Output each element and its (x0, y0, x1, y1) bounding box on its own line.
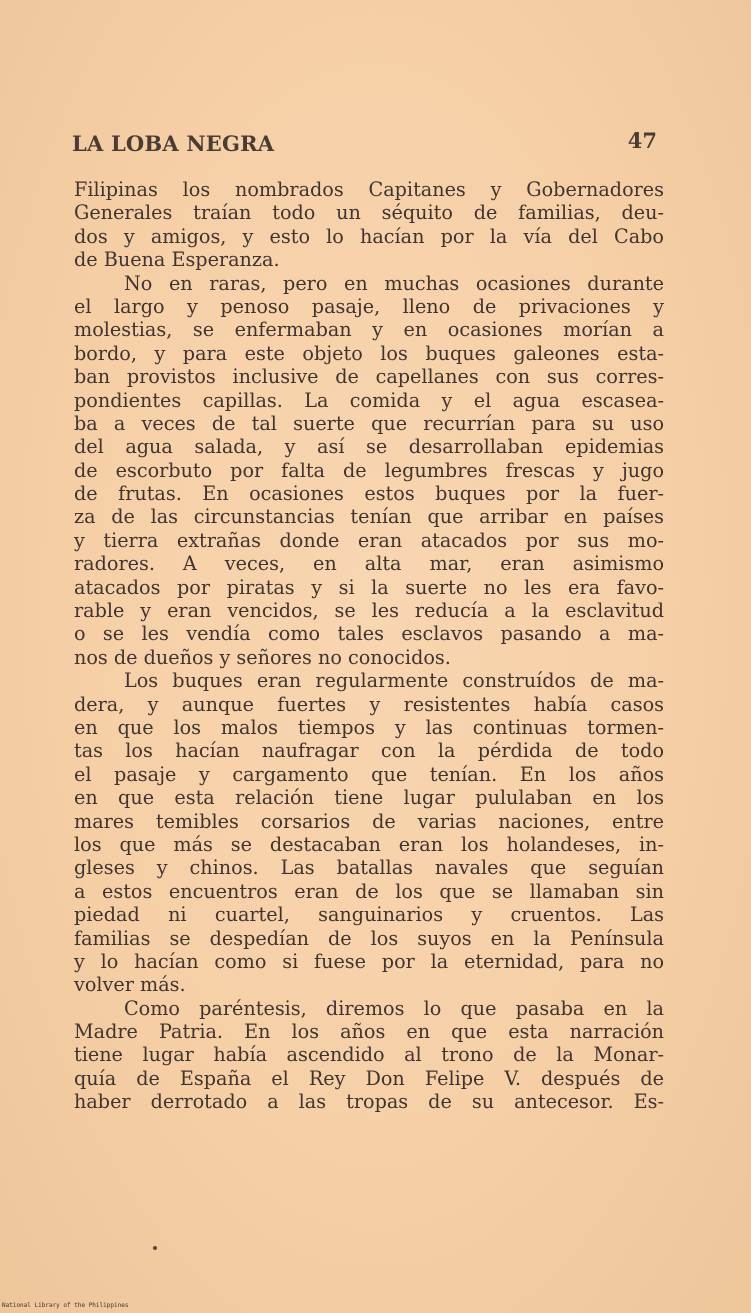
text-line: de escorbuto por falta de legumbres frescas y jugo (74, 458, 664, 482)
text-line: No en raras, pero en muchas ocasiones durante (124, 271, 664, 295)
page-header (72, 128, 657, 160)
text-line: Madre Patria. En los años en que esta narración (74, 1020, 664, 1044)
text-line: piedad ni cuartel, sanguinarios y cruentos. Las (74, 903, 664, 927)
page-number: 47 (627, 128, 657, 153)
text-line: Generales traían todo un séquito de familias, deu- (74, 201, 664, 225)
text-line: en que esta relación tiene lugar pululaban en los (74, 786, 664, 810)
text-line: gleses y chinos. Las batallas navales que seguían (74, 856, 664, 880)
text-line: rable y eran vencidos, se les reducía a la esclavitud (74, 599, 664, 623)
text-line: haber derrotado a las tropas de su antecesor. Es- (74, 1090, 664, 1114)
text-line: de Buena Esperanza. (74, 248, 280, 272)
text-line: nos de dueños y señores no conocidos. (74, 645, 451, 669)
text-line: quía de España el Rey Don Felipe V. después de (74, 1066, 664, 1090)
text-line: tiene lugar había ascendido al trono de la Monar- (74, 1043, 664, 1067)
text-line: del agua salada, y así se desarrollaban epidemias (74, 435, 664, 459)
text-line: el pasaje y cargamento que tenían. En los años (74, 762, 664, 786)
text-line: mares temibles corsarios de varias naciones, entre (74, 809, 664, 833)
text-line: los que más se destacaban eran los holandeses, in- (74, 832, 664, 856)
text-line: ban provistos inclusive de capellanes con sus corres- (74, 365, 664, 389)
text-line: za de las circunstancias tenían que arribar en países (74, 505, 664, 529)
text-line: tas los hacían naufragar con la pérdida de todo (74, 739, 664, 763)
text-line: bordo, y para este objeto los buques galeones esta- (74, 341, 664, 365)
text-line: Filipinas los nombrados Capitanes y Gobernadores (74, 178, 664, 201)
running-title: LA LOBA NEGRA (72, 131, 275, 156)
text-line: radores. A veces, en alta mar, eran asimismo (74, 552, 664, 576)
text-line: o se les vendía como tales esclavos pasando a ma- (74, 622, 664, 646)
text-line: volver más. (74, 973, 186, 997)
text-line: familias se despedían de los suyos en la Península (74, 926, 664, 950)
library-credit: National Library of the Philippines (2, 1302, 129, 1309)
text-line: atacados por piratas y si la suerte no les era favo- (74, 575, 664, 599)
text-line: Como paréntesis, diremos lo que pasaba en la (124, 996, 664, 1020)
text-line: dos y amigos, y esto lo hacían por la vía del Cabo (74, 224, 664, 248)
body-text (74, 178, 664, 1114)
text-line: ba a veces de tal suerte que recurrían para su uso (74, 411, 664, 435)
text-line: y tierra extrañas donde eran atacados por sus mo- (74, 528, 664, 552)
text-line: de frutas. En ocasiones estos buques por la fuer- (74, 482, 664, 506)
text-line: pondientes capillas. La comida y el agua escasea- (74, 388, 664, 412)
text-line: a estos encuentros eran de los que se llamaban sin (74, 879, 664, 903)
text-line: Los buques eran regularmente construídos de ma- (124, 669, 664, 693)
text-line: el largo y penoso pasaje, lleno de privaciones y (74, 294, 664, 318)
text-line: molestias, se enfermaban y en ocasiones morían a (74, 318, 664, 342)
ink-speck (153, 1246, 157, 1250)
text-line: dera, y aunque fuertes y resistentes había casos (74, 692, 664, 716)
text-line: y lo hacían como si fuese por la eternidad, para no (74, 949, 664, 973)
text-line: en que los malos tiempos y las continuas tormen- (74, 715, 664, 739)
